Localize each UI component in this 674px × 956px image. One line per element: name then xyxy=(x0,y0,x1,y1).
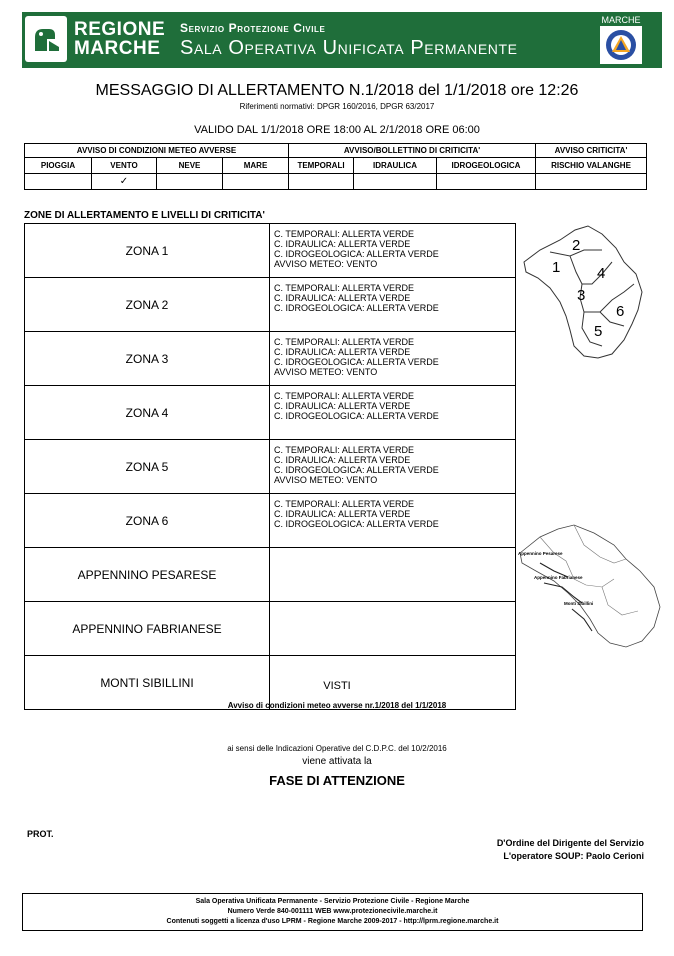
protocol-label: PROT. xyxy=(27,829,54,839)
normative-references: Riferimenti normativi: DPGR 160/2016, DPGR 63/2017 xyxy=(239,102,435,111)
zone-row xyxy=(25,440,516,494)
visti-heading: VISTI xyxy=(323,680,351,692)
zone-name: ZONA 3 xyxy=(25,332,270,386)
col-rischio-valanghe: RISCHIO VALANGHE xyxy=(536,158,647,174)
map-label-pesarese: Appennino Pesarese xyxy=(518,551,563,556)
col-mare: MARE xyxy=(223,158,289,174)
zone-row xyxy=(25,224,516,278)
zone-line: C. IDROGEOLOGICA: ALLERTA VERDE xyxy=(274,357,439,367)
footer-line-2: Numero Verde 840-001111 WEB www.protezionecivile.marche.it xyxy=(227,908,438,915)
viene-attivata-text: viene attivata la xyxy=(302,756,372,767)
col-neve: NEVE xyxy=(157,158,223,174)
zone-row xyxy=(25,494,516,548)
mountain-zones-map xyxy=(514,523,670,649)
group-criticita-header: AVVISO CRITICITA' xyxy=(536,144,647,158)
protezione-civile-logo xyxy=(600,14,642,64)
zone-line: C. IDRAULICA: ALLERTA VERDE xyxy=(274,455,411,465)
zone-line: C. IDRAULICA: ALLERTA VERDE xyxy=(274,347,411,357)
signature-line-1: D'Ordine del Dirigente del Servizio xyxy=(496,838,644,848)
zone-row xyxy=(25,278,516,332)
ai-sensi-text: ai sensi delle Indicazioni Operative del C.D.P.C. del 10/2/2016 xyxy=(227,744,447,753)
zone-row xyxy=(25,332,516,386)
brand-line-2: MARCHE xyxy=(74,38,161,59)
header-banner xyxy=(22,12,662,68)
zone-name: ZONA 5 xyxy=(25,440,270,494)
zone-row xyxy=(25,548,516,602)
value-idrogeologica xyxy=(437,174,536,190)
value-pioggia xyxy=(25,174,92,190)
zone-line: C. IDRAULICA: ALLERTA VERDE xyxy=(274,509,411,519)
map-zone-label: 1 xyxy=(552,259,561,276)
zone-line: AVVISO METEO: VENTO xyxy=(274,367,378,377)
col-vento: VENTO xyxy=(92,158,157,174)
value-neve xyxy=(157,174,223,190)
group-meteo-header: AVVISO DI CONDIZIONI METEO AVVERSE xyxy=(25,144,289,158)
zone-criticality xyxy=(270,386,516,440)
zone-name: ZONA 4 xyxy=(25,386,270,440)
zone-line: C. IDRAULICA: ALLERTA VERDE xyxy=(274,293,411,303)
value-idraulica xyxy=(354,174,437,190)
map-zone-label: 4 xyxy=(597,265,606,282)
zones-table xyxy=(24,223,516,710)
value-mare xyxy=(223,174,289,190)
brand-line-1: REGIONE xyxy=(74,19,166,40)
map-zone-label: 5 xyxy=(594,323,603,340)
zone-criticality xyxy=(270,332,516,386)
zones-title: ZONE DI ALLERTAMENTO E LIVELLI DI CRITICITA' xyxy=(24,210,265,221)
group-bollettino-header: AVVISO/BOLLETTINO DI CRITICITA' xyxy=(289,144,536,158)
service-name: Servizio Protezione Civile xyxy=(180,21,326,35)
fase-attenzione: FASE DI ATTENZIONE xyxy=(269,773,405,788)
zone-line: C. TEMPORALI: ALLERTA VERDE xyxy=(274,337,415,347)
zone-row xyxy=(25,386,516,440)
footer-line-3: Contenuti soggetti a licenza d'uso LPRM - Regione Marche 2009-2017 - http://lprm.regione.marche.it xyxy=(166,918,499,925)
footer-line-1: Sala Operativa Unificata Permanente - Servizio Protezione Civile - Regione Marche xyxy=(195,898,470,905)
col-temporali: TEMPORALI xyxy=(289,158,354,174)
page-title: MESSAGGIO DI ALLERTAMENTO N.1/2018 del 1/1/2018 ore 12:26 xyxy=(95,82,579,99)
map-zone-label: 3 xyxy=(577,287,586,304)
zone-line: C. IDRAULICA: ALLERTA VERDE xyxy=(274,239,411,249)
col-pioggia: PIOGGIA xyxy=(25,158,92,174)
zone-line: C. TEMPORALI: ALLERTA VERDE xyxy=(274,283,415,293)
zone-criticality xyxy=(270,440,516,494)
zone-name: MONTI SIBILLINI xyxy=(25,656,270,710)
zone-criticality xyxy=(270,278,516,332)
pc-logo-label: MARCHE xyxy=(601,15,641,25)
zone-line: C. IDROGEOLOGICA: ALLERTA VERDE xyxy=(274,519,439,529)
zone-criticality xyxy=(270,548,516,602)
regione-marche-logo xyxy=(25,16,67,62)
warnings-table xyxy=(24,143,647,190)
signature-line-2: L'operatore SOUP: Paolo Cerioni xyxy=(503,851,644,861)
zone-name: ZONA 2 xyxy=(25,278,270,332)
zone-line: C. IDROGEOLOGICA: ALLERTA VERDE xyxy=(274,465,439,475)
avviso-reference: Avviso di condizioni meteo avverse nr.1/2018 del 1/1/2018 xyxy=(227,701,447,710)
zone-line: C. TEMPORALI: ALLERTA VERDE xyxy=(274,229,415,239)
zone-line: C. IDROGEOLOGICA: ALLERTA VERDE xyxy=(274,303,439,313)
zone-name: APPENNINO PESARESE xyxy=(25,548,270,602)
civil-protection-icon xyxy=(605,28,637,62)
zone-line: AVVISO METEO: VENTO xyxy=(274,475,378,485)
zone-criticality xyxy=(270,224,516,278)
value-temporali xyxy=(289,174,354,190)
zone-criticality xyxy=(270,494,516,548)
zone-line: AVVISO METEO: VENTO xyxy=(274,259,378,269)
zone-name: ZONA 1 xyxy=(25,224,270,278)
value-rischio-valanghe xyxy=(536,174,647,190)
zone-line: C. TEMPORALI: ALLERTA VERDE xyxy=(274,391,415,401)
zone-line: C. TEMPORALI: ALLERTA VERDE xyxy=(274,445,415,455)
validity-period: VALIDO DAL 1/1/2018 ORE 18:00 AL 2/1/2018 ORE 06:00 xyxy=(194,124,480,136)
map-label-fabrianese: Appennino Fabrianese xyxy=(534,575,583,580)
zone-line: C. IDROGEOLOGICA: ALLERTA VERDE xyxy=(274,411,439,421)
zone-line: C. IDROGEOLOGICA: ALLERTA VERDE xyxy=(274,249,439,259)
zone-criticality xyxy=(270,602,516,656)
col-idrogeologica: IDROGEOLOGICA xyxy=(437,158,536,174)
value-vento: ✓ xyxy=(92,174,157,190)
map-zone-label: 6 xyxy=(616,303,625,320)
col-idraulica: IDRAULICA xyxy=(354,158,437,174)
zone-name: ZONA 6 xyxy=(25,494,270,548)
footer-box xyxy=(22,893,643,931)
zone-name: APPENNINO FABRIANESE xyxy=(25,602,270,656)
map-label-sibillini: Monti Sibillini xyxy=(564,601,594,606)
zone-line: C. TEMPORALI: ALLERTA VERDE xyxy=(274,499,415,509)
zone-line: C. IDRAULICA: ALLERTA VERDE xyxy=(274,401,411,411)
zones-map xyxy=(520,222,650,362)
room-name: Sala Operativa Unificata Permanente xyxy=(180,37,518,59)
map-zone-label: 2 xyxy=(572,237,581,254)
zone-row xyxy=(25,602,516,656)
